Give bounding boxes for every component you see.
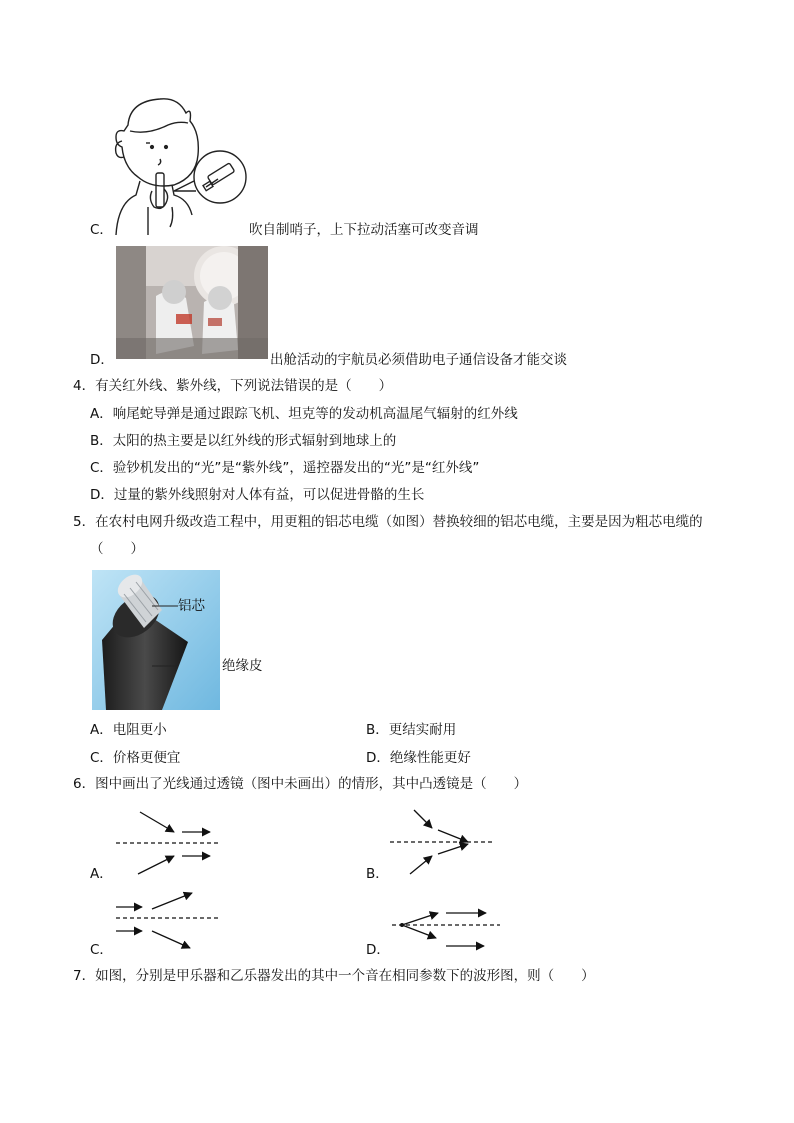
diagram-b-ray-1-out <box>438 830 468 842</box>
cable-pointer-lines <box>150 596 180 676</box>
diagram-d-source-point <box>400 923 404 927</box>
diagram-d-ray-2-in <box>402 925 436 938</box>
q3-option-c-label: C． <box>90 222 113 238</box>
boy-drawing <box>108 95 250 235</box>
diagram-b-ray-1-in <box>414 810 432 828</box>
q6-ray-diagrams <box>0 800 794 980</box>
diagram-a-ray-2-in <box>138 856 174 874</box>
cable-label-insulation: 绝缘皮 <box>222 658 263 674</box>
q6-stem: 6．图中画出了光线通过透镜（图中未画出）的情形，其中凸透镜是（ ） <box>73 776 528 792</box>
q4-option-b: B．太阳的热主要是以红外线的形式辐射到地球上的 <box>90 433 397 449</box>
diagram-b-ray-2-in <box>410 856 432 874</box>
q5-option-a: A．电阻更小 <box>90 722 167 738</box>
q6-option-d-label: D． <box>366 942 390 958</box>
cable-pointer-svg <box>150 596 180 676</box>
q7-stem: 7．如图，分别是甲乐器和乙乐器发出的其中一个音在相同参数下的波形图，则（ ） <box>73 968 595 984</box>
diagram-c-ray-2-out <box>152 931 190 948</box>
diagram-c-ray-1-out <box>152 893 192 909</box>
q3-option-c-text: 吹自制哨子，上下拉动活塞可改变音调 <box>249 222 479 238</box>
q6-option-a-label: A． <box>90 866 113 882</box>
q4-option-a: A．响尾蛇导弹是通过跟踪飞机、坦克等的发动机高温尾气辐射的红外线 <box>90 406 518 422</box>
diagram-b-ray-2-out <box>438 844 468 854</box>
q6-option-b-label: B． <box>366 866 389 882</box>
q5-stem-continuation: （ ） <box>90 541 144 557</box>
q4-option-c: C．验钞机发出的“光”是“紫外线”，遥控器发出的“光”是“红外线” <box>90 460 480 476</box>
q5-stem: 5．在农村电网升级改造工程中，用更粗的铝芯电缆（如图）替换较细的铝芯电缆，主要是因为粗芯电缆的 <box>73 514 703 530</box>
q6-option-c-label: C． <box>90 942 113 958</box>
q5-option-c: C．价格更便宜 <box>90 750 181 766</box>
q4-option-d: D．过量的紫外线照射对人体有益，可以促进骨骼的生长 <box>90 487 425 503</box>
q5-option-d: D．绝缘性能更好 <box>366 750 471 766</box>
q3-option-d-label: D． <box>90 352 114 368</box>
astronauts-image <box>116 246 268 359</box>
cable-label-core: 铝芯 <box>178 598 205 614</box>
q5-option-b: B．更结实耐用 <box>366 722 457 738</box>
q3-option-d-text: 出舱活动的宇航员必须借助电子通信设备才能交谈 <box>270 352 567 368</box>
q4-stem: 4．有关红外线、紫外线，下列说法错误的是（ ） <box>73 378 393 394</box>
astronauts-photo <box>116 246 268 359</box>
diagram-a-ray-1-in <box>140 812 174 832</box>
whistle-boy-figure <box>108 95 250 235</box>
diagram-d-ray-1-in <box>402 913 438 925</box>
